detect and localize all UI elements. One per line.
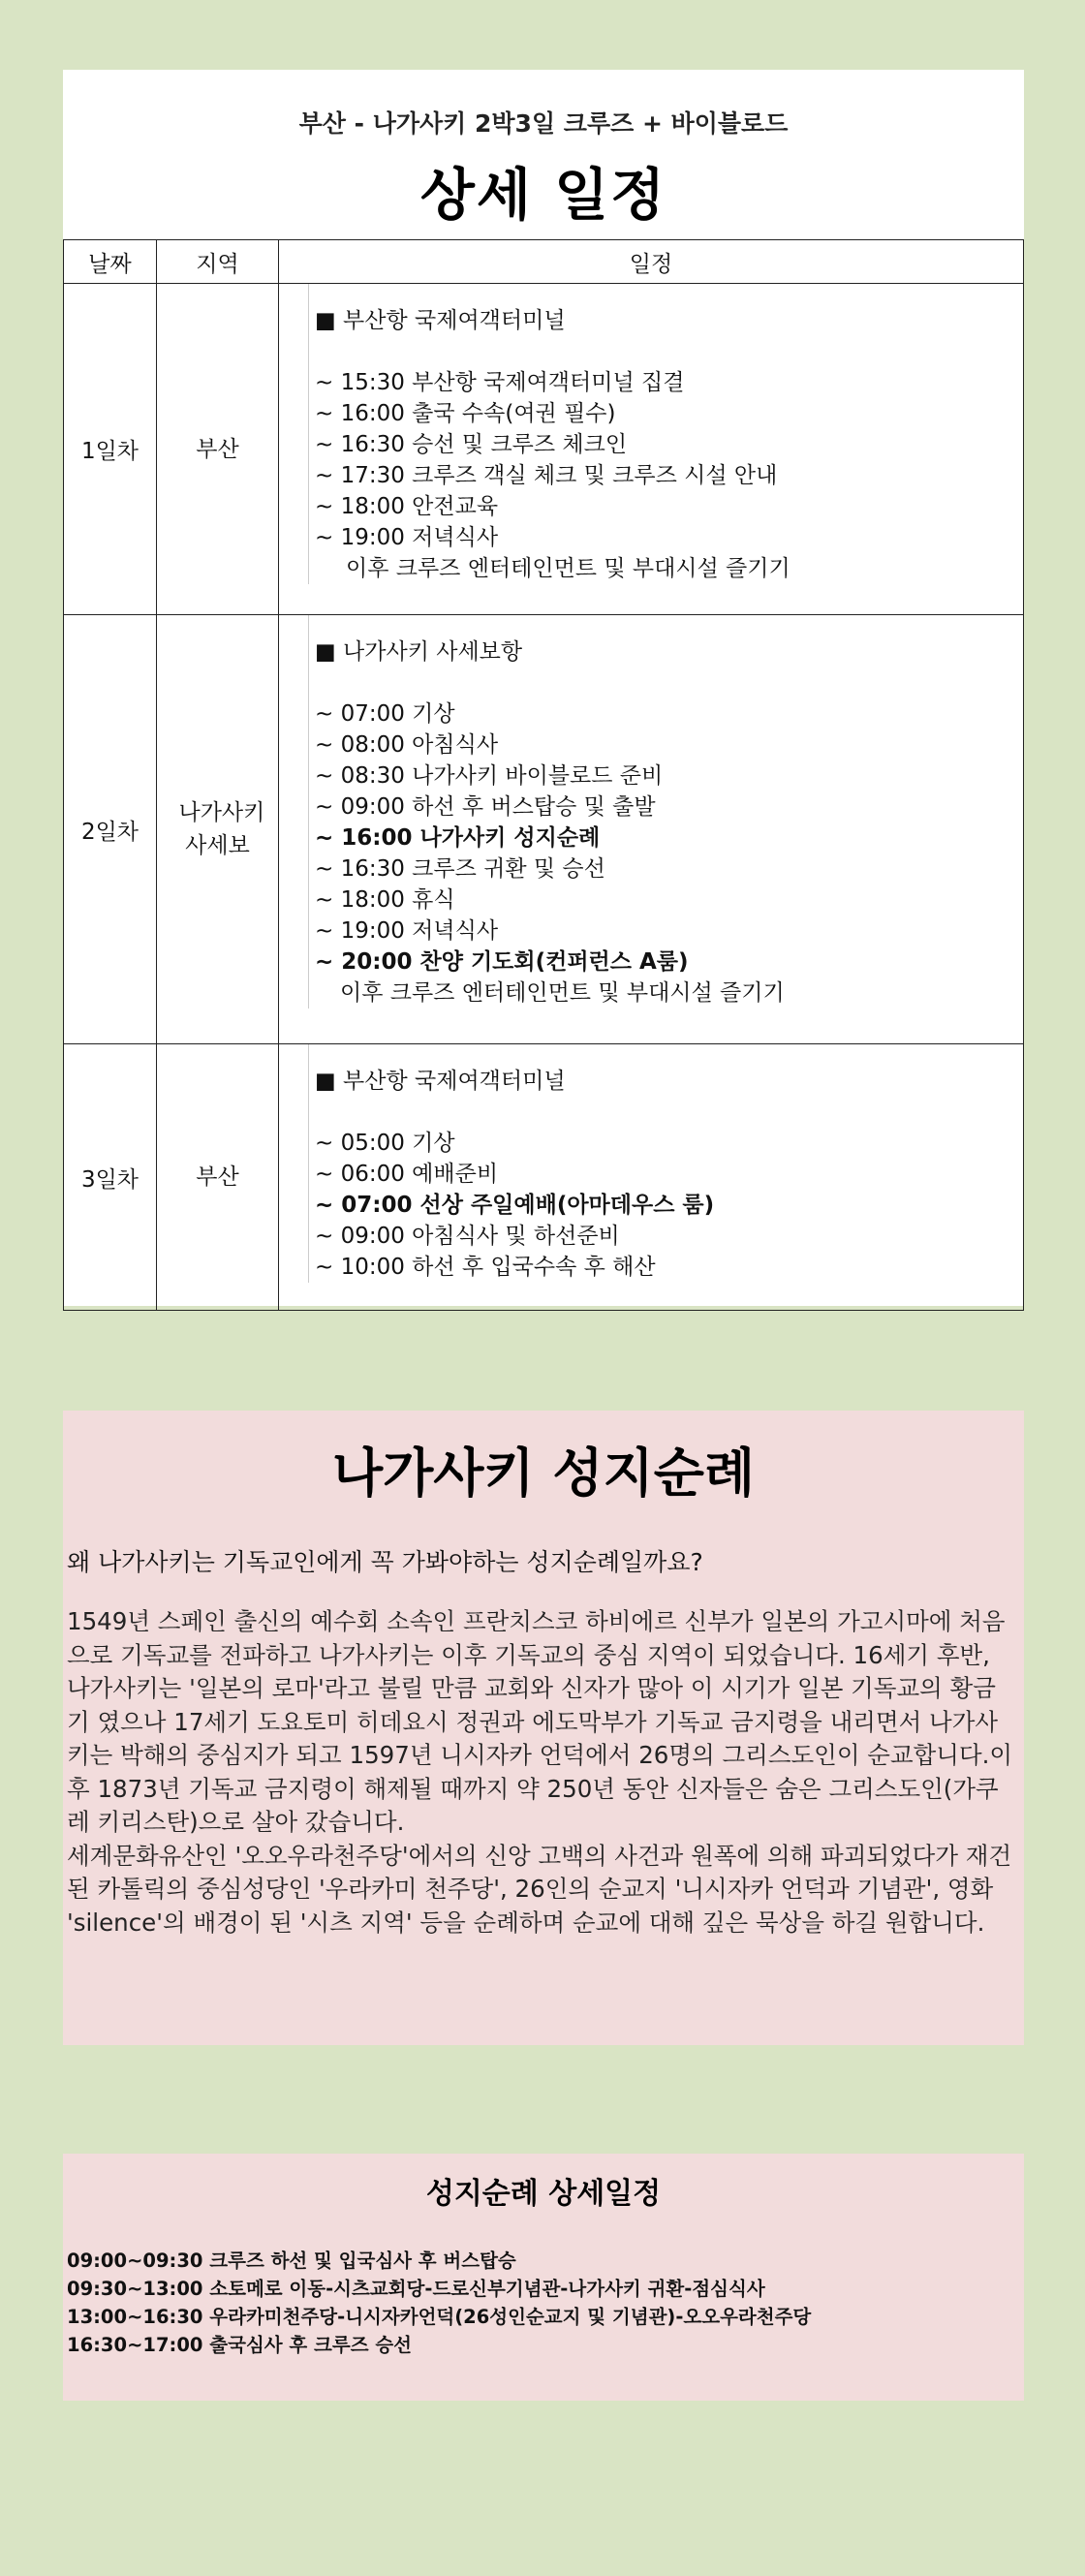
description-paragraph: 1549년 스페인 출신의 예수회 소속인 프란치스코 하비에르 신부가 일본의 가고시마에 처음으로 기독교를 전파하고 나가사키는 이후 기독교의 중심 지역이 되었습니다. 16세기 후반, 나가사키는 '일본의 로마'라고 불릴 만큼 교회와 신자가 많아 이 시기가 일본 기독교의 황금기 였으나 17세기 도요토미 히데요시 정권과 에도막부가 기독교 금지령을 내리면서 나가사키는 박해의 중심지가 되고 1597년 니시자카 언덕에서 26명의 그리스도인이 순교합니다.이후 1873년 기독교 금지령이 해제될 때까지 약 250년 동안 신자들은 숨은 그리스도인(가쿠레 키리스탄)으로 살아 갔습니다. <box>67 1607 1013 1836</box>
schedule-item-highlight: ~ 07:00 선상 주일예배(아마데우스 룸) <box>315 1193 715 1218</box>
region-label: 나가사키 사세보 <box>178 800 265 858</box>
schedule-item-highlight: ~ 20:00 찬양 기도회(컨퍼런스 A룸) <box>315 949 689 975</box>
schedule-note: 이후 크루즈 엔터테인먼트 및 부대시설 즐기기 <box>346 556 790 581</box>
plan-cell <box>279 615 1024 1044</box>
schedule-item: ~ 15:30 부산항 국제여객터미널 집결 <box>315 370 685 395</box>
pilgrimage-title: 나가사키 성지순례 <box>331 1443 756 1504</box>
table-row <box>64 284 1024 615</box>
region-cell <box>157 615 279 1044</box>
schedule-item: ~ 05:00 기상 <box>315 1131 455 1156</box>
departure-location: ■ 부산항 국제여객터미널 <box>315 308 566 333</box>
page-title: 상세 일정 <box>419 162 667 228</box>
schedule-item: ~ 16:30 승선 및 크루즈 체크인 <box>315 432 628 457</box>
schedule-item: ~ 09:00 하선 후 버스탑승 및 출발 <box>315 794 656 820</box>
schedule-card <box>63 70 1024 1306</box>
list-item: 16:30~17:00 출국심사 후 크루즈 승선 <box>67 2334 413 2356</box>
schedule-item: ~ 09:00 아침식사 및 하선준비 <box>315 1224 620 1249</box>
table-header-row <box>64 240 1024 284</box>
column-header-region: 지역 <box>157 240 279 284</box>
day-cell: 2일차 <box>64 615 157 1044</box>
tour-subtitle: 부산 - 나가사키 2박3일 크루즈 + 바이블로드 <box>298 109 789 138</box>
schedule-item: ~ 16:30 크루즈 귀환 및 승선 <box>315 856 605 882</box>
schedule-item: ~ 06:00 예배준비 <box>315 1162 499 1187</box>
schedule-item: ~ 17:30 크루즈 객실 체크 및 크루즈 시설 안내 <box>315 463 778 488</box>
column-header-schedule: 일정 <box>279 240 1024 284</box>
list-item: 09:30~13:00 소토메로 이동-시츠교회당-드로신부기념관-나가사키 귀환-점심식사 <box>67 2278 765 2300</box>
schedule-item: ~ 19:00 저녁식사 <box>315 918 499 944</box>
table-row <box>64 1044 1024 1311</box>
list-item: 13:00~16:30 우라카미천주당-니시자카언덕(26성인순교지 및 기념관)-오오우라천주당 <box>67 2306 812 2328</box>
pilgrimage-detail-list <box>63 2247 1024 2359</box>
schedule-item-highlight: ~ 16:00 나가사키 성지순례 <box>315 825 601 851</box>
pilgrimage-question: 왜 나가사키는 기독교인에게 꼭 가봐야하는 성지순례일까요? <box>67 1548 703 1576</box>
day-cell: 3일차 <box>64 1044 157 1311</box>
list-item: 09:00~09:30 크루즈 하선 및 입국심사 후 버스탑승 <box>67 2250 516 2272</box>
pilgrimage-description <box>63 1605 1024 1940</box>
schedule-item: ~ 08:00 아침식사 <box>315 732 499 758</box>
schedule-table <box>63 239 1024 1311</box>
pilgrimage-detail-title: 성지순례 상세일정 <box>425 2177 662 2211</box>
table-row <box>64 615 1024 1044</box>
port-location: ■ 나가사키 사세보항 <box>315 639 523 665</box>
pilgrimage-card <box>63 1411 1024 2045</box>
schedule-item: ~ 18:00 안전교육 <box>315 494 499 519</box>
plan-cell <box>279 1044 1024 1311</box>
day-cell: 1일차 <box>64 284 157 615</box>
pilgrimage-detail-card <box>63 2154 1024 2401</box>
region-cell: 부산 <box>157 1044 279 1311</box>
schedule-item: ~ 18:00 휴식 <box>315 887 455 913</box>
schedule-note: 이후 크루즈 엔터테인먼트 및 부대시설 즐기기 <box>340 980 785 1006</box>
column-header-date: 날짜 <box>64 240 157 284</box>
schedule-item: ~ 19:00 저녁식사 <box>315 525 499 550</box>
arrival-location: ■ 부산항 국제여객터미널 <box>315 1069 566 1094</box>
schedule-item: ~ 08:30 나가사키 바이블로드 준비 <box>315 763 664 789</box>
schedule-item: ~ 10:00 하선 후 입국수속 후 해산 <box>315 1255 656 1280</box>
schedule-header <box>63 70 1024 239</box>
plan-cell <box>279 284 1024 615</box>
schedule-item: ~ 16:00 출국 수속(여권 필수) <box>315 401 616 426</box>
schedule-item: ~ 07:00 기상 <box>315 701 455 727</box>
region-cell: 부산 <box>157 284 279 615</box>
description-paragraph: 세계문화유산인 '오오우라천주당'에서의 신앙 고백의 사건과 원폭에 의해 파괴되었다가 재건된 카톨릭의 중심성당인 '우라카미 천주당', 26인의 순교지 '니시자카 언덕과 기념관', 영화 'silence'의 배경이 된 '시츠 지역' 등을 순례하며 순교에 대해 깊은 묵상을 하길 원합니다. <box>67 1841 1012 1937</box>
